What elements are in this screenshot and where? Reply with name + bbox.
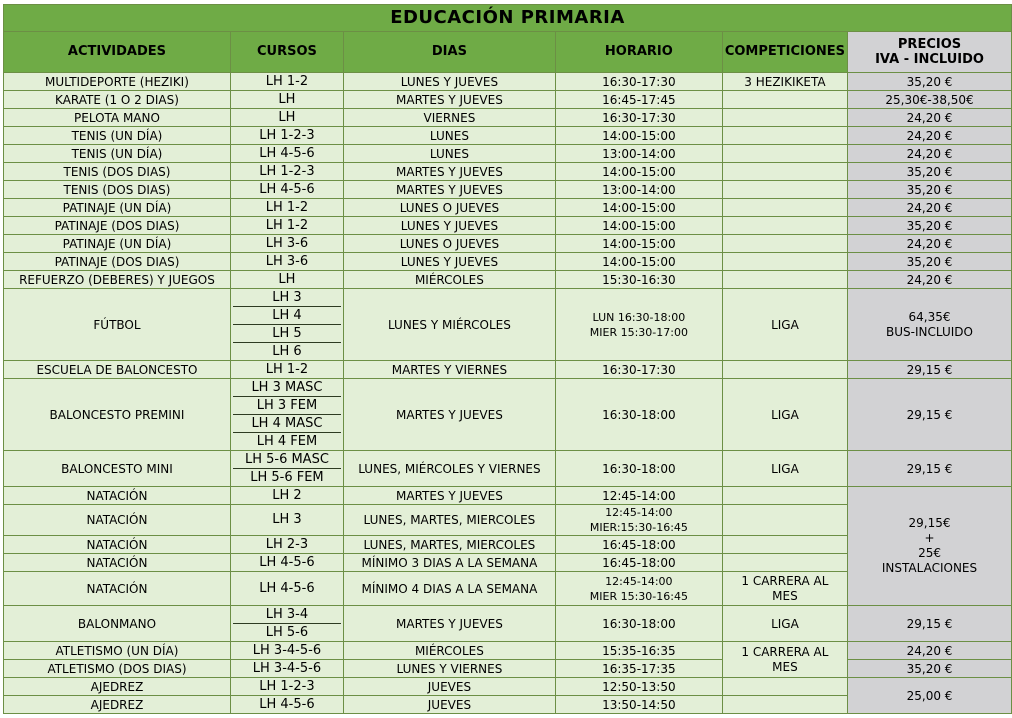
- table-row: [4, 127, 1012, 145]
- days-cell: LUNES: [343, 145, 555, 163]
- days-cell: MIÉRCOLES: [343, 642, 555, 660]
- activity-cell: TENIS (UN DÍA): [4, 127, 231, 145]
- course-cell: LH 4-5-6: [230, 145, 343, 163]
- schedule-cell: 14:00-15:00: [555, 235, 722, 253]
- activity-cell: TENIS (UN DÍA): [4, 145, 231, 163]
- table-row: [4, 678, 1012, 696]
- competition-line: MES: [772, 659, 798, 674]
- days-cell: LUNES, MIÉRCOLES Y VIERNES: [343, 451, 555, 487]
- table-row: [4, 379, 1012, 451]
- course-list: [231, 289, 343, 360]
- course-item: LH 4 MASC: [233, 414, 341, 432]
- table-row: [4, 361, 1012, 379]
- schedule-line: MIER 15:30-16:45: [589, 589, 688, 603]
- activity-cell: PATINAJE (DOS DIAS): [4, 217, 231, 235]
- competition-cell: [722, 253, 847, 271]
- days-cell: LUNES O JUEVES: [343, 199, 555, 217]
- days-cell: LUNES, MARTES, MIERCOLES: [343, 536, 555, 554]
- course-cell: LH 1-2: [230, 73, 343, 91]
- price-cell: 35,20 €: [848, 660, 1012, 678]
- price-cell: 24,20 €: [848, 109, 1012, 127]
- schedule-cell: [555, 572, 722, 606]
- schedule-cell: 13:00-14:00: [555, 181, 722, 199]
- table-row: [4, 73, 1012, 91]
- activity-cell: PELOTA MANO: [4, 109, 231, 127]
- course-cell: LH 4-5-6: [230, 572, 343, 606]
- header-precios-line1: PRECIOS: [897, 37, 962, 52]
- price-line: 29,15€: [908, 516, 951, 530]
- course-cell: LH 1-2: [230, 361, 343, 379]
- activity-cell: KARATE (1 O 2 DIAS): [4, 91, 231, 109]
- activity-cell: PATINAJE (DOS DIAS): [4, 253, 231, 271]
- course-cell: LH 3-6: [230, 235, 343, 253]
- activity-cell: ATLETISMO (UN DÍA): [4, 642, 231, 660]
- competition-line: 1 CARRERA AL: [741, 644, 829, 659]
- schedule-cell: 14:00-15:00: [555, 163, 722, 181]
- schedule-cell: 15:35-16:35: [555, 642, 722, 660]
- days-cell: LUNES Y MIÉRCOLES: [343, 289, 555, 361]
- activity-cell: NATACIÓN: [4, 487, 231, 505]
- competition-cell: [722, 642, 847, 678]
- course-cell: LH 1-2-3: [230, 127, 343, 145]
- activity-cell: BALONCESTO PREMINI: [4, 379, 231, 451]
- table-row: [4, 145, 1012, 163]
- competition-cell: [722, 181, 847, 199]
- course-cell: LH 2: [230, 487, 343, 505]
- schedule-cell: 14:00-15:00: [555, 217, 722, 235]
- competition-cell: [722, 554, 847, 572]
- days-cell: LUNES Y JUEVES: [343, 217, 555, 235]
- price-cell: 29,15 €: [848, 361, 1012, 379]
- price-line: BUS-INCLUIDO: [886, 324, 973, 339]
- table-row: [4, 606, 1012, 642]
- schedule-cell: [555, 505, 722, 536]
- days-cell: MARTES Y VIERNES: [343, 361, 555, 379]
- table-row: [4, 271, 1012, 289]
- course-cell: LH 4-5-6: [230, 554, 343, 572]
- competition-cell: [722, 199, 847, 217]
- table-row: [4, 181, 1012, 199]
- price-cell: 24,20 €: [848, 145, 1012, 163]
- activity-cell: NATACIÓN: [4, 554, 231, 572]
- competition-cell: [722, 361, 847, 379]
- course-cell: LH: [230, 271, 343, 289]
- table-row: [4, 660, 1012, 678]
- price-cell: 24,20 €: [848, 199, 1012, 217]
- course-item: LH 3: [272, 290, 302, 305]
- days-cell: LUNES O JUEVES: [343, 235, 555, 253]
- competition-cell: [722, 271, 847, 289]
- course-cell: [230, 289, 343, 361]
- course-item: LH 4 FEM: [233, 432, 341, 450]
- activity-cell: BALONCESTO MINI: [4, 451, 231, 487]
- table-row: [4, 109, 1012, 127]
- price-line: +: [924, 531, 935, 545]
- price-cell: 29,15 €: [848, 379, 1012, 451]
- course-cell: LH 3-4-5-6: [230, 642, 343, 660]
- schedule-cell: 16:45-18:00: [555, 554, 722, 572]
- price-cell: 35,20 €: [848, 181, 1012, 199]
- schedule-line: MIER:15:30-16:45: [589, 521, 688, 534]
- table-row: [4, 235, 1012, 253]
- course-list: [231, 379, 343, 450]
- days-cell: VIERNES: [343, 109, 555, 127]
- schedule-line: 12:45-14:00: [605, 506, 673, 519]
- course-item: LH 4: [233, 306, 341, 324]
- schedule-line: MIER 15:30-17:00: [589, 325, 688, 339]
- days-cell: MARTES Y JUEVES: [343, 379, 555, 451]
- price-cell: [848, 289, 1012, 361]
- table-row: [4, 217, 1012, 235]
- schedule-cell: 12:50-13:50: [555, 678, 722, 696]
- schedule-cell: 16:30-18:00: [555, 451, 722, 487]
- schedule-cell: 14:00-15:00: [555, 253, 722, 271]
- days-cell: MARTES Y JUEVES: [343, 91, 555, 109]
- days-cell: JUEVES: [343, 678, 555, 696]
- competition-cell: [722, 109, 847, 127]
- competition-cell: [722, 487, 847, 505]
- course-cell: LH 3-4-5-6: [230, 660, 343, 678]
- price-cell: 24,20 €: [848, 642, 1012, 660]
- price-line: INSTALACIONES: [881, 561, 978, 575]
- course-cell: LH 4-5-6: [230, 181, 343, 199]
- course-cell: LH 1-2-3: [230, 163, 343, 181]
- course-item: LH 6: [233, 342, 341, 360]
- schedule-cell: 13:00-14:00: [555, 145, 722, 163]
- competition-line: 1 CARRERA AL: [741, 573, 829, 588]
- course-cell: LH 1-2-3: [230, 678, 343, 696]
- schedule-cell: 16:45-17:45: [555, 91, 722, 109]
- price-cell: 35,20 €: [848, 217, 1012, 235]
- course-cell: LH 3: [230, 505, 343, 536]
- days-cell: LUNES Y VIERNES: [343, 660, 555, 678]
- course-cell: [230, 606, 343, 642]
- course-item: LH 3 MASC: [251, 380, 323, 395]
- course-cell: LH 1-2: [230, 217, 343, 235]
- header-actividades: ACTIVIDADES: [4, 32, 231, 73]
- price-line: 64,35€: [908, 309, 951, 324]
- course-cell: LH 1-2: [230, 199, 343, 217]
- activity-cell: PATINAJE (UN DÍA): [4, 199, 231, 217]
- header-precios-line2: IVA - INCLUIDO: [875, 52, 984, 67]
- schedule-cell: 14:00-15:00: [555, 199, 722, 217]
- header-dias: DIAS: [343, 32, 555, 73]
- activity-cell: AJEDREZ: [4, 696, 231, 714]
- page-title: EDUCACIÓN PRIMARIA: [4, 5, 1012, 32]
- course-item: LH 3-4: [265, 607, 309, 622]
- activity-cell: NATACIÓN: [4, 572, 231, 606]
- course-item: LH 5-6 FEM: [233, 468, 341, 486]
- course-item: LH 3 FEM: [233, 396, 341, 414]
- course-item: LH 5-6 MASC: [244, 452, 329, 467]
- header-cursos: CURSOS: [230, 32, 343, 73]
- course-cell: LH 3-6: [230, 253, 343, 271]
- course-cell: LH: [230, 109, 343, 127]
- price-cell: 25,00 €: [848, 678, 1012, 714]
- price-cell: 24,20 €: [848, 235, 1012, 253]
- activity-cell: MULTIDEPORTE (HEZIKI): [4, 73, 231, 91]
- activities-table: [3, 4, 1012, 714]
- days-cell: MARTES Y JUEVES: [343, 181, 555, 199]
- days-cell: LUNES: [343, 127, 555, 145]
- activity-cell: NATACIÓN: [4, 536, 231, 554]
- price-cell: 29,15 €: [848, 606, 1012, 642]
- competition-cell: [722, 91, 847, 109]
- activity-cell: BALONMANO: [4, 606, 231, 642]
- table-row: [4, 487, 1012, 505]
- days-cell: MARTES Y JUEVES: [343, 487, 555, 505]
- header-horario: HORARIO: [555, 32, 722, 73]
- table-row: [4, 91, 1012, 109]
- activity-cell: ATLETISMO (DOS DIAS): [4, 660, 231, 678]
- days-cell: MARTES Y JUEVES: [343, 606, 555, 642]
- competition-cell: [722, 696, 847, 714]
- table-row: [4, 163, 1012, 181]
- schedule-cell: 13:50-14:50: [555, 696, 722, 714]
- schedule-cell: 14:00-15:00: [555, 127, 722, 145]
- price-cell: 24,20 €: [848, 271, 1012, 289]
- competition-cell: [722, 536, 847, 554]
- competition-cell: [722, 678, 847, 696]
- header-precios: [848, 32, 1012, 73]
- schedule-cell: 16:30-17:30: [555, 73, 722, 91]
- course-list: [231, 451, 343, 486]
- competition-cell: [722, 163, 847, 181]
- schedule-cell: [555, 289, 722, 361]
- table-row: [4, 253, 1012, 271]
- price-cell: 29,15 €: [848, 451, 1012, 487]
- course-cell: LH: [230, 91, 343, 109]
- days-cell: LUNES, MARTES, MIERCOLES: [343, 505, 555, 536]
- competition-cell: 3 HEZIKIKETA: [722, 73, 847, 91]
- competition-cell: [722, 145, 847, 163]
- schedule-cell: 15:30-16:30: [555, 271, 722, 289]
- course-cell: LH 2-3: [230, 536, 343, 554]
- price-cell: 35,20 €: [848, 163, 1012, 181]
- activity-cell: AJEDREZ: [4, 678, 231, 696]
- competition-line: MES: [772, 588, 798, 603]
- competition-cell: LIGA: [722, 379, 847, 451]
- activity-cell: NATACIÓN: [4, 505, 231, 536]
- competition-cell: LIGA: [722, 289, 847, 361]
- competition-cell: LIGA: [722, 451, 847, 487]
- days-cell: MÍNIMO 3 DIAS A LA SEMANA: [343, 554, 555, 572]
- table-row: [4, 199, 1012, 217]
- table-row: [4, 451, 1012, 487]
- header-competiciones: COMPETICIONES: [722, 32, 847, 73]
- competition-cell: [722, 217, 847, 235]
- days-cell: MIÉRCOLES: [343, 271, 555, 289]
- competition-cell: [722, 505, 847, 536]
- activity-cell: TENIS (DOS DIAS): [4, 163, 231, 181]
- schedule-cell: 16:30-17:30: [555, 361, 722, 379]
- activity-cell: ESCUELA DE BALONCESTO: [4, 361, 231, 379]
- competition-cell: [722, 127, 847, 145]
- price-cell: 24,20 €: [848, 127, 1012, 145]
- schedule-cell: 16:35-17:35: [555, 660, 722, 678]
- course-list: [231, 606, 343, 641]
- competition-cell: [722, 572, 847, 606]
- activity-cell: TENIS (DOS DIAS): [4, 181, 231, 199]
- price-cell: 35,20 €: [848, 73, 1012, 91]
- activity-cell: PATINAJE (UN DÍA): [4, 235, 231, 253]
- schedule-cell: 16:45-18:00: [555, 536, 722, 554]
- table-row: [4, 289, 1012, 361]
- course-cell: [230, 451, 343, 487]
- schedule-line: LUN 16:30-18:00: [592, 310, 686, 324]
- competition-cell: [722, 235, 847, 253]
- days-cell: MÍNIMO 4 DIAS A LA SEMANA: [343, 572, 555, 606]
- price-line: 25€: [918, 546, 941, 560]
- schedule-line: 12:45-14:00: [605, 574, 673, 588]
- activity-cell: REFUERZO (DEBERES) Y JUEGOS: [4, 271, 231, 289]
- course-cell: LH 4-5-6: [230, 696, 343, 714]
- price-cell: [848, 487, 1012, 606]
- days-cell: MARTES Y JUEVES: [343, 163, 555, 181]
- schedule-cell: 16:30-18:00: [555, 606, 722, 642]
- days-cell: LUNES Y JUEVES: [343, 73, 555, 91]
- activity-cell: FÚTBOL: [4, 289, 231, 361]
- schedule-cell: 16:30-17:30: [555, 109, 722, 127]
- schedule-cell: 12:45-14:00: [555, 487, 722, 505]
- course-cell: [230, 379, 343, 451]
- schedule-cell: 16:30-18:00: [555, 379, 722, 451]
- course-item: LH 5-6: [233, 623, 341, 641]
- table-body: [4, 73, 1012, 714]
- course-item: LH 5: [233, 324, 341, 342]
- price-cell: 25,30€-38,50€: [848, 91, 1012, 109]
- table-row: [4, 642, 1012, 660]
- price-cell: 35,20 €: [848, 253, 1012, 271]
- days-cell: JUEVES: [343, 696, 555, 714]
- competition-cell: LIGA: [722, 606, 847, 642]
- days-cell: LUNES Y JUEVES: [343, 253, 555, 271]
